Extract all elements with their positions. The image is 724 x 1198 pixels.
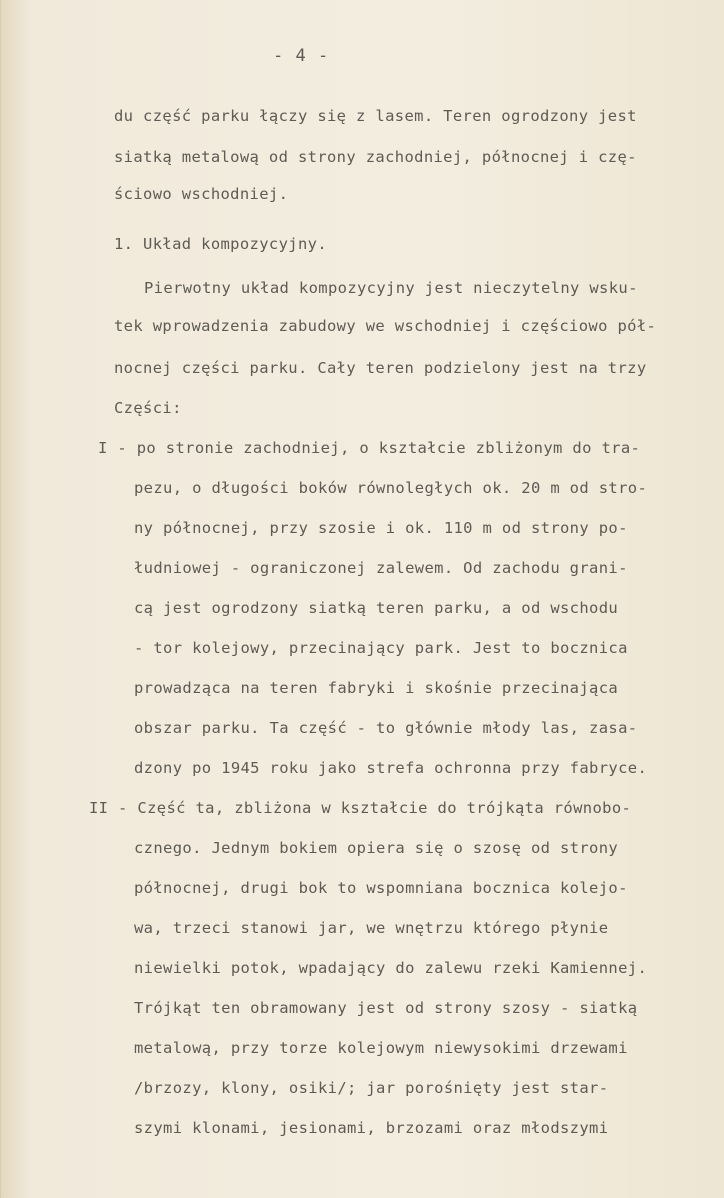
text-line: ny północnej, przy szosie i ok. 110 m od strony po- <box>134 519 628 537</box>
text-line: 1. Układ kompozycyjny. <box>114 235 327 253</box>
text-line: Części: <box>114 399 182 417</box>
text-line: szymi klonami, jesionami, brzozami oraz młodszymi <box>134 1119 609 1137</box>
text-line: II - Część ta, zbliżona w kształcie do trójkąta równobo- <box>89 799 632 817</box>
text-line: ściowo wschodniej. <box>114 185 289 203</box>
text-line: - tor kolejowy, przecinający park. Jest to bocznica <box>134 639 628 657</box>
text-line: Trójkąt ten obramowany jest od strony szosy - siatką <box>134 999 638 1017</box>
text-line: metalową, przy torze kolejowym niewysokimi drzewami <box>134 1039 628 1057</box>
text-line: Pierwotny układ kompozycyjny jest nieczytelny wsku- <box>144 279 638 297</box>
text-line: cznego. Jednym bokiem opiera się o szosę od strony <box>134 839 619 857</box>
text-line: /brzozy, klony, osiki/; jar porośnięty jest star- <box>134 1079 609 1097</box>
text-line: nocnej części parku. Cały teren podzielony jest na trzy <box>114 359 647 377</box>
text-line: obszar parku. Ta część - to głównie młody las, zasa- <box>134 719 638 737</box>
text-line: tek wprowadzenia zabudowy we wschodniej i częściowo pół- <box>114 317 657 335</box>
text-line: pezu, o długości boków równoległych ok. 20 m od stro- <box>134 479 648 497</box>
text-line: du część parku łączy się z lasem. Teren ogrodzony jest <box>114 107 637 125</box>
page-number: - 4 - <box>273 46 330 66</box>
text-line: wa, trzeci stanowi jar, we wnętrzu którego płynie <box>134 919 609 937</box>
text-line: siatką metalową od strony zachodniej, północnej i czę- <box>114 148 637 166</box>
text-line: niewielki potok, wpadający do zalewu rzeki Kamiennej. <box>134 959 648 977</box>
text-line: I - po stronie zachodniej, o kształcie zbliżonym do tra- <box>98 439 641 457</box>
text-line: północnej, drugi bok to wspomniana bocznica kolejo- <box>134 879 628 897</box>
text-line: prowadząca na teren fabryki i skośnie przecinająca <box>134 679 619 697</box>
text-line: cą jest ogrodzony siatką teren parku, a od wschodu <box>134 599 619 617</box>
text-line: łudniowej - ograniczonej zalewem. Od zachodu grani- <box>134 559 628 577</box>
text-line: dzony po 1945 roku jako strefa ochronna przy fabryce. <box>134 759 648 777</box>
